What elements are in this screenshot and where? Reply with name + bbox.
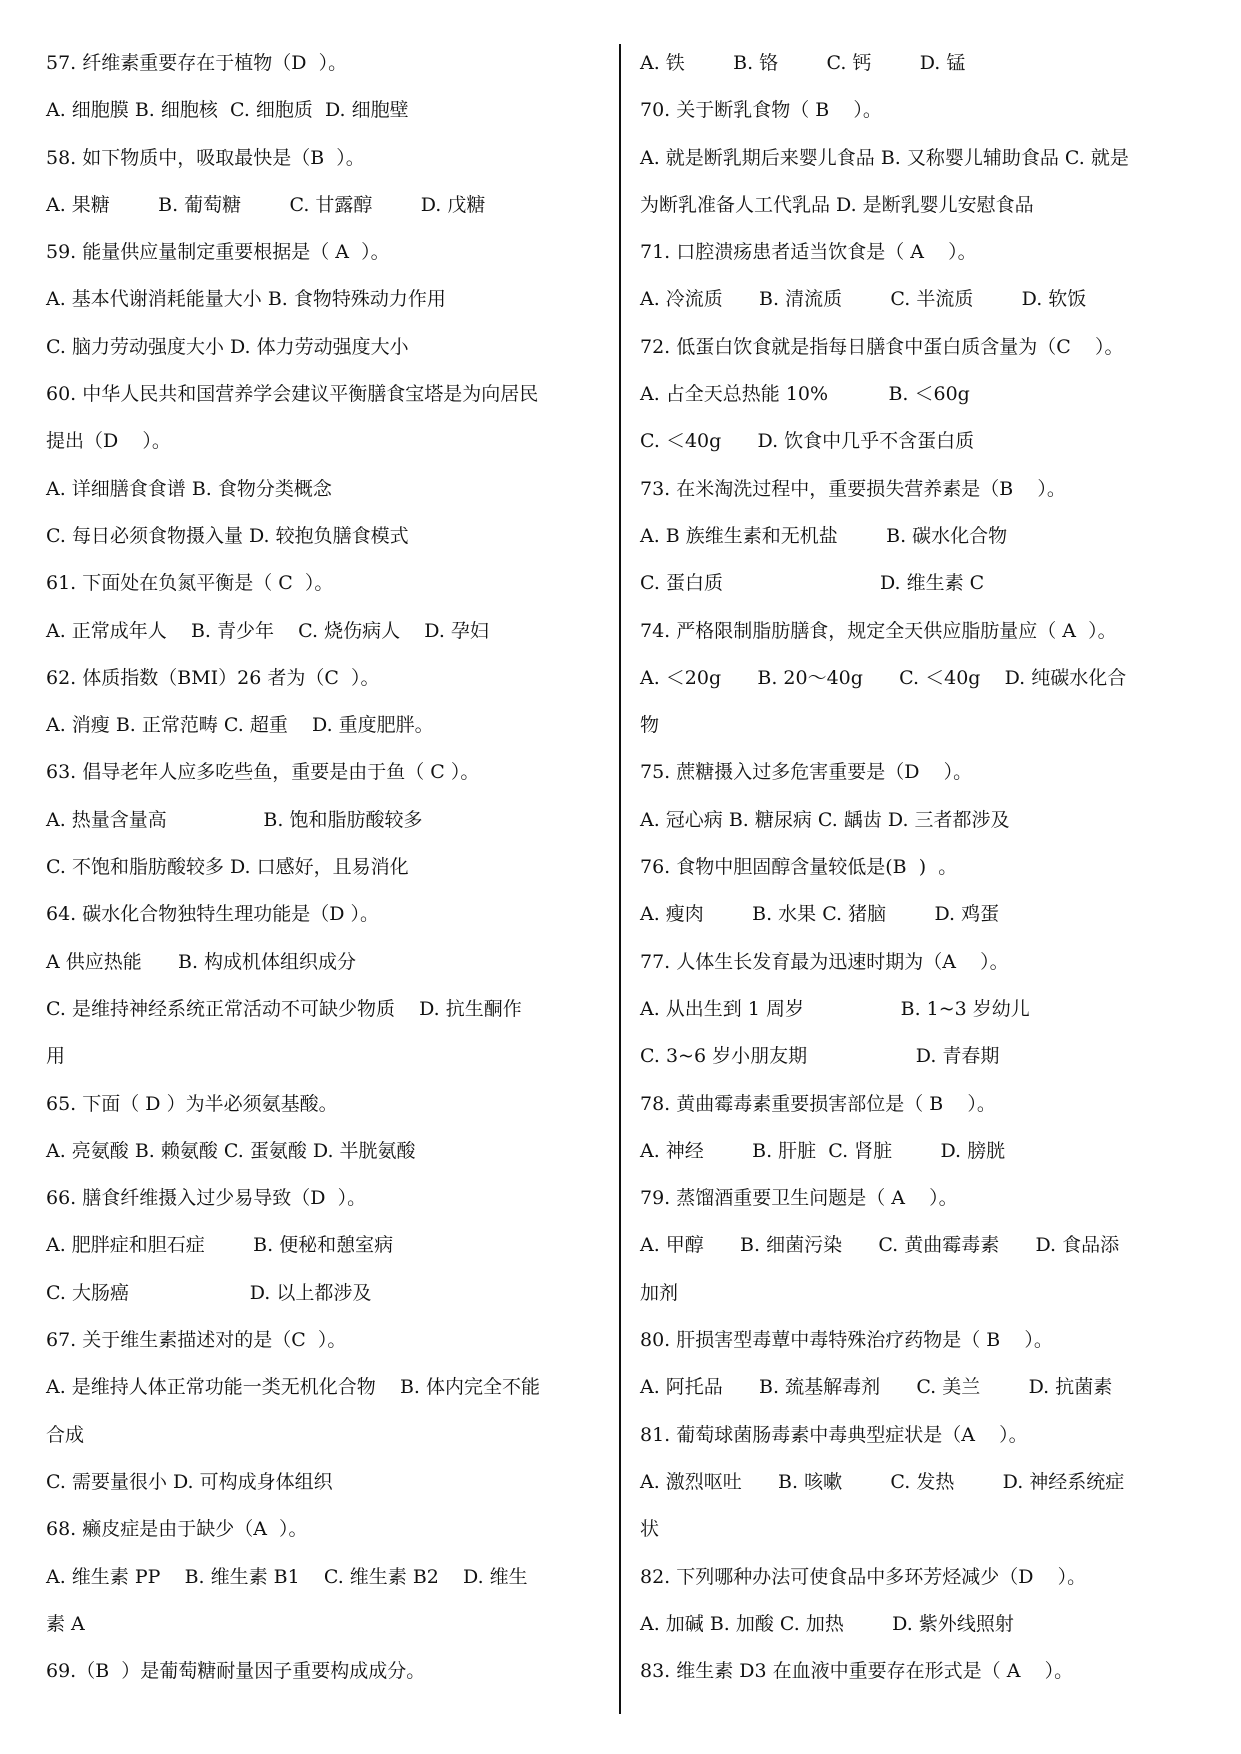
text-line: A 供应热能 B. 构成机体组织成分	[46, 950, 357, 973]
text-line: 为断乳准备人工代乳品 D. 是断乳婴儿安慰食品	[640, 193, 1034, 216]
text-line: 70. 关于断乳食物（ B ）。	[640, 99, 882, 122]
text-line: 72. 低蛋白饮食就是指每日膳食中蛋白质含量为（C ）。	[640, 335, 1124, 358]
text-line: C. 每日必须食物摄入量 D. 较抱负膳食模式	[46, 524, 409, 547]
text-line: C. 蛋白质 D. 维生素 C	[640, 572, 985, 595]
text-line: 物	[640, 714, 660, 737]
text-line: C. 3~6 岁小朋友期 D. 青春期	[640, 1045, 1000, 1068]
text-line: 65. 下面（ D ）为半必须氨基酸。	[46, 1092, 338, 1115]
text-line: A. 维生素 PP B. 维生素 B1 C. 维生素 B2 D. 维生	[46, 1565, 528, 1588]
text-line: A. 冷流质 B. 清流质 C. 半流质 D. 软饭	[640, 288, 1087, 311]
text-line: 68. 癞皮症是由于缺少（A ）。	[46, 1518, 308, 1541]
text-line: 加剂	[640, 1281, 679, 1304]
text-line: 62. 体质指数（BMI）26 者为（C ）。	[46, 666, 380, 689]
text-line: C. 脑力劳动强度大小 D. 体力劳动强度大小	[46, 335, 409, 358]
text-line: 81. 葡萄球菌肠毒素中毒典型症状是（A ）。	[640, 1423, 1028, 1446]
text-line: C. 是维持神经系统正常活动不可缺少物质 D. 抗生酮作	[46, 997, 522, 1020]
text-line: 74. 严格限制脂肪膳食，规定全天供应脂肪量应（ A ）。	[640, 619, 1117, 642]
text-line: A. 热量含量高 B. 饱和脂肪酸较多	[46, 808, 423, 831]
text-line: A. 是维持人体正常功能一类无机化合物 B. 体内完全不能	[46, 1376, 541, 1399]
text-line: A. 细胞膜 B. 细胞核 C. 细胞质 D. 细胞壁	[46, 99, 409, 122]
text-line: C. 不饱和脂肪酸较多 D. 口感好，且易消化	[46, 856, 409, 879]
text-line: 60. 中华人民共和国营养学会建议平衡膳食宝塔是为向居民	[46, 383, 539, 406]
text-line: 64. 碳水化合物独特生理功能是（D ）。	[46, 903, 380, 926]
text-line: 83. 维生素 D3 在血液中重要存在形式是（ A ）。	[640, 1660, 1074, 1683]
text-line: 82. 下列哪种办法可使食品中多环芳烃减少（D ）。	[640, 1565, 1087, 1588]
text-line: A. 果糖 B. 葡萄糖 C. 甘露醇 D. 戊糖	[46, 193, 486, 216]
text-line: A. 铁 B. 铬 C. 钙 D. 锰	[640, 52, 966, 74]
text-line: 57. 纤维素重要存在于植物（D ）。	[46, 52, 348, 74]
text-line: 提出（D ）。	[46, 430, 171, 453]
text-line: A. 消瘦 B. 正常范畴 C. 超重 D. 重度肥胖。	[46, 714, 434, 737]
text-line: A. ＜20g B. 20～40g C. ＜40g D. 纯碳水化合	[640, 666, 1127, 689]
text-line: 78. 黄曲霉毒素重要损害部位是（ B ）。	[640, 1092, 996, 1115]
left-column	[46, 40, 606, 1695]
text-line: A. 就是断乳期后来婴儿食品 B. 又称婴儿辅助食品 C. 就是	[640, 146, 1129, 169]
text-line: 61. 下面处在负氮平衡是（ C ）。	[46, 572, 334, 595]
text-line: C. 需要量很小 D. 可构成身体组织	[46, 1470, 333, 1493]
text-line: A. 从出生到 1 周岁 B. 1~3 岁幼儿	[640, 997, 1030, 1020]
right-column	[640, 40, 1200, 1695]
text-line: A. 基本代谢消耗能量大小 B. 食物特殊动力作用	[46, 288, 446, 311]
text-line: 69.（B ）是葡萄糖耐量因子重要构成成分。	[46, 1660, 426, 1683]
text-line: A. 冠心病 B. 糖尿病 C. 龋齿 D. 三者都涉及	[640, 808, 1010, 831]
text-line: A. B 族维生素和无机盐 B. 碳水化合物	[640, 524, 1008, 547]
text-line: 71. 口腔溃疡患者适当饮食是（ A ）。	[640, 241, 977, 264]
text-line: A. 加碱 B. 加酸 C. 加热 D. 紫外线照射	[640, 1612, 1014, 1635]
text-line: C. ＜40g D. 饮食中几乎不含蛋白质	[640, 430, 975, 453]
text-line: 59. 能量供应量制定重要根据是（ A ）。	[46, 241, 390, 264]
text-line: 58. 如下物质中，吸取最快是（B ）。	[46, 146, 365, 169]
text-line: 状	[640, 1518, 660, 1541]
text-line: 66. 膳食纤维摄入过少易导致（D ）。	[46, 1187, 367, 1210]
text-line: 80. 肝损害型毒蕈中毒特殊治疗药物是（ B ）。	[640, 1329, 1053, 1352]
text-line: 73. 在米淘洗过程中，重要损失营养素是（B ）。	[640, 477, 1066, 500]
text-line: A. 激烈呕吐 B. 咳嗽 C. 发热 D. 神经系统症	[640, 1470, 1125, 1493]
text-line: A. 亮氨酸 B. 赖氨酸 C. 蛋氨酸 D. 半胱氨酸	[46, 1139, 416, 1162]
text-line: 素 A	[46, 1612, 85, 1635]
text-line: 用	[46, 1045, 66, 1068]
text-line: 79. 蒸馏酒重要卫生问题是（ A ）。	[640, 1187, 958, 1210]
text-line: 77. 人体生长发育最为迅速时期为（A ）。	[640, 950, 1009, 973]
text-line: A. 阿托品 B. 巯基解毒剂 C. 美兰 D. 抗菌素	[640, 1376, 1113, 1399]
text-line: A. 详细膳食食谱 B. 食物分类概念	[46, 477, 332, 500]
text-line: 67. 关于维生素描述对的是（C ）。	[46, 1329, 347, 1352]
text-line: A. 肥胖症和胆石症 B. 便秘和憩室病	[46, 1234, 394, 1257]
text-line: 76. 食物中胆固醇含量较低是(B ) 。	[640, 856, 958, 879]
text-line: A. 瘦肉 B. 水果 C. 猪脑 D. 鸡蛋	[640, 903, 1000, 926]
text-line: A. 正常成年人 B. 青少年 C. 烧伤病人 D. 孕妇	[46, 619, 489, 642]
text-line: 63. 倡导老年人应多吃些鱼，重要是由于鱼（ C ）。	[46, 761, 480, 784]
text-line: A. 占全天总热能 10% B. ＜60g	[640, 383, 970, 406]
text-line: 75. 蔗糖摄入过多危害重要是（D ）。	[640, 761, 973, 784]
column-divider	[619, 44, 621, 1714]
text-line: A. 甲醇 B. 细菌污染 C. 黄曲霉毒素 D. 食品添	[640, 1234, 1120, 1257]
text-line: A. 神经 B. 肝脏 C. 肾脏 D. 膀胱	[640, 1139, 1006, 1162]
text-line: 合成	[46, 1423, 85, 1446]
text-line: C. 大肠癌 D. 以上都涉及	[46, 1281, 372, 1304]
